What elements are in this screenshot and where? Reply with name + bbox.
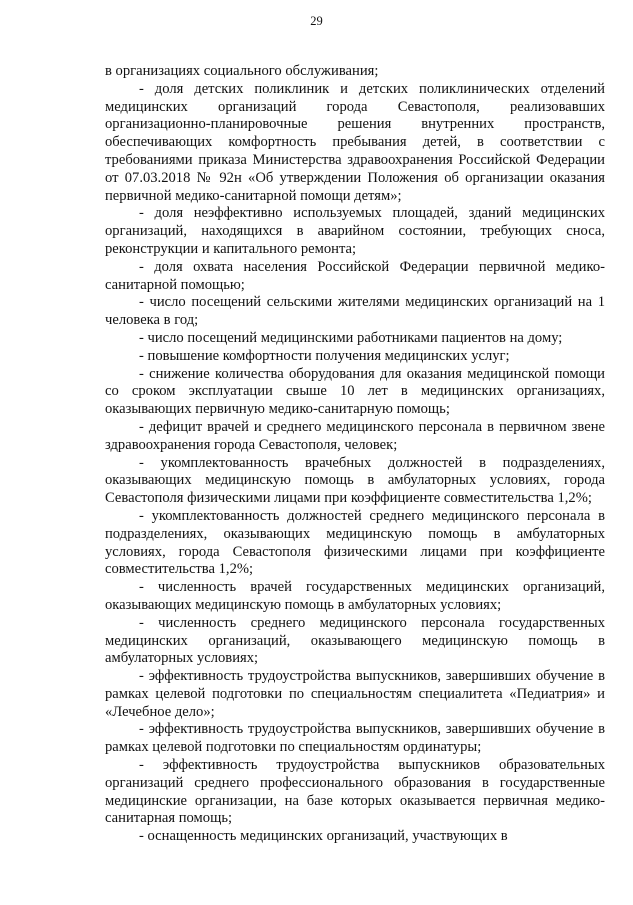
- list-item: - эффективность трудоустройства выпускников, завершивших обучение в рамках целевой подготовки по специальностям ординатуры;: [105, 721, 605, 756]
- list-item: - укомплектованность должностей среднего медицинского персонала в подразделениях, оказывающих медицинскую помощь в амбулаторных условиях, города Севастополя физическими лицами при коэффициенте совместительства 1,2%;: [105, 507, 605, 578]
- page-number: 29: [310, 14, 323, 28]
- document-body: [105, 63, 605, 846]
- list-item: - укомплектованность врачебных должностей в подразделениях, оказывающих медицинскую помощь в амбулаторных условиях, города Севастополя физическими лицами при коэффициенте совместительства 1,2%;: [105, 454, 605, 507]
- list-item: - повышение комфортности получения медицинских услуг;: [139, 347, 510, 364]
- list-item: - число посещений сельскими жителями медицинских организаций на 1 человека в год;: [105, 294, 605, 329]
- list-item: - доля детских поликлиник и детских поликлинических отделений медицинских организаций города Севастополя, реализовавших организационно-планировочные решения внутренних пространств, обеспечивающих комфортность пребывания детей, в соответствии с требованиями приказа Министерства здравоохранения Российской Федерации от 07.03.2018 № 92н «Об утверждении Положения об организации оказания первичной медико-санитарной помощи детям»;: [105, 80, 605, 204]
- list-item: - доля неэффективно используемых площадей, зданий медицинских организаций, находящихся в аварийном состоянии, требующих сноса, реконструкции и капитального ремонта;: [105, 205, 605, 257]
- list-item: - оснащенность медицинских организаций, участвующих в: [139, 828, 508, 845]
- list-item: - эффективность трудоустройства выпускников, завершивших обучение в рамках целевой подготовки по специальностям специалитета «Педиатрия» и «Лечебное дело»;: [105, 668, 605, 720]
- list-item: - число посещений медицинскими работниками пациентов на дому;: [139, 329, 563, 346]
- list-item: - численность врачей государственных медицинских организаций, оказывающих медицинскую помощь в амбулаторных условиях;: [105, 579, 605, 613]
- paragraph-continuation: в организациях социального обслуживания;: [105, 63, 379, 79]
- list-item: - дефицит врачей и среднего медицинского персонала в первичном звене здравоохранения города Севастополя, человек;: [105, 418, 605, 453]
- list-item: - численность среднего медицинского персонала государственных медицинских организаций, оказывающего медицинскую помощь в амбулаторных условиях;: [105, 614, 605, 667]
- list-item: - эффективность трудоустройства выпускников образовательных организаций среднего профессионального образования в государственные медицинские организации, на базе которых оказывается первичная медико-санитарная помощь;: [105, 757, 605, 827]
- list-item: - снижение количества оборудования для оказания медицинской помощи со сроком эксплуатации свыше 10 лет в медицинских организациях, оказывающих первичную медико-санитарную помощь;: [105, 365, 605, 418]
- list-item: - доля охвата населения Российской Федерации первичной медико-санитарной помощью;: [105, 258, 605, 293]
